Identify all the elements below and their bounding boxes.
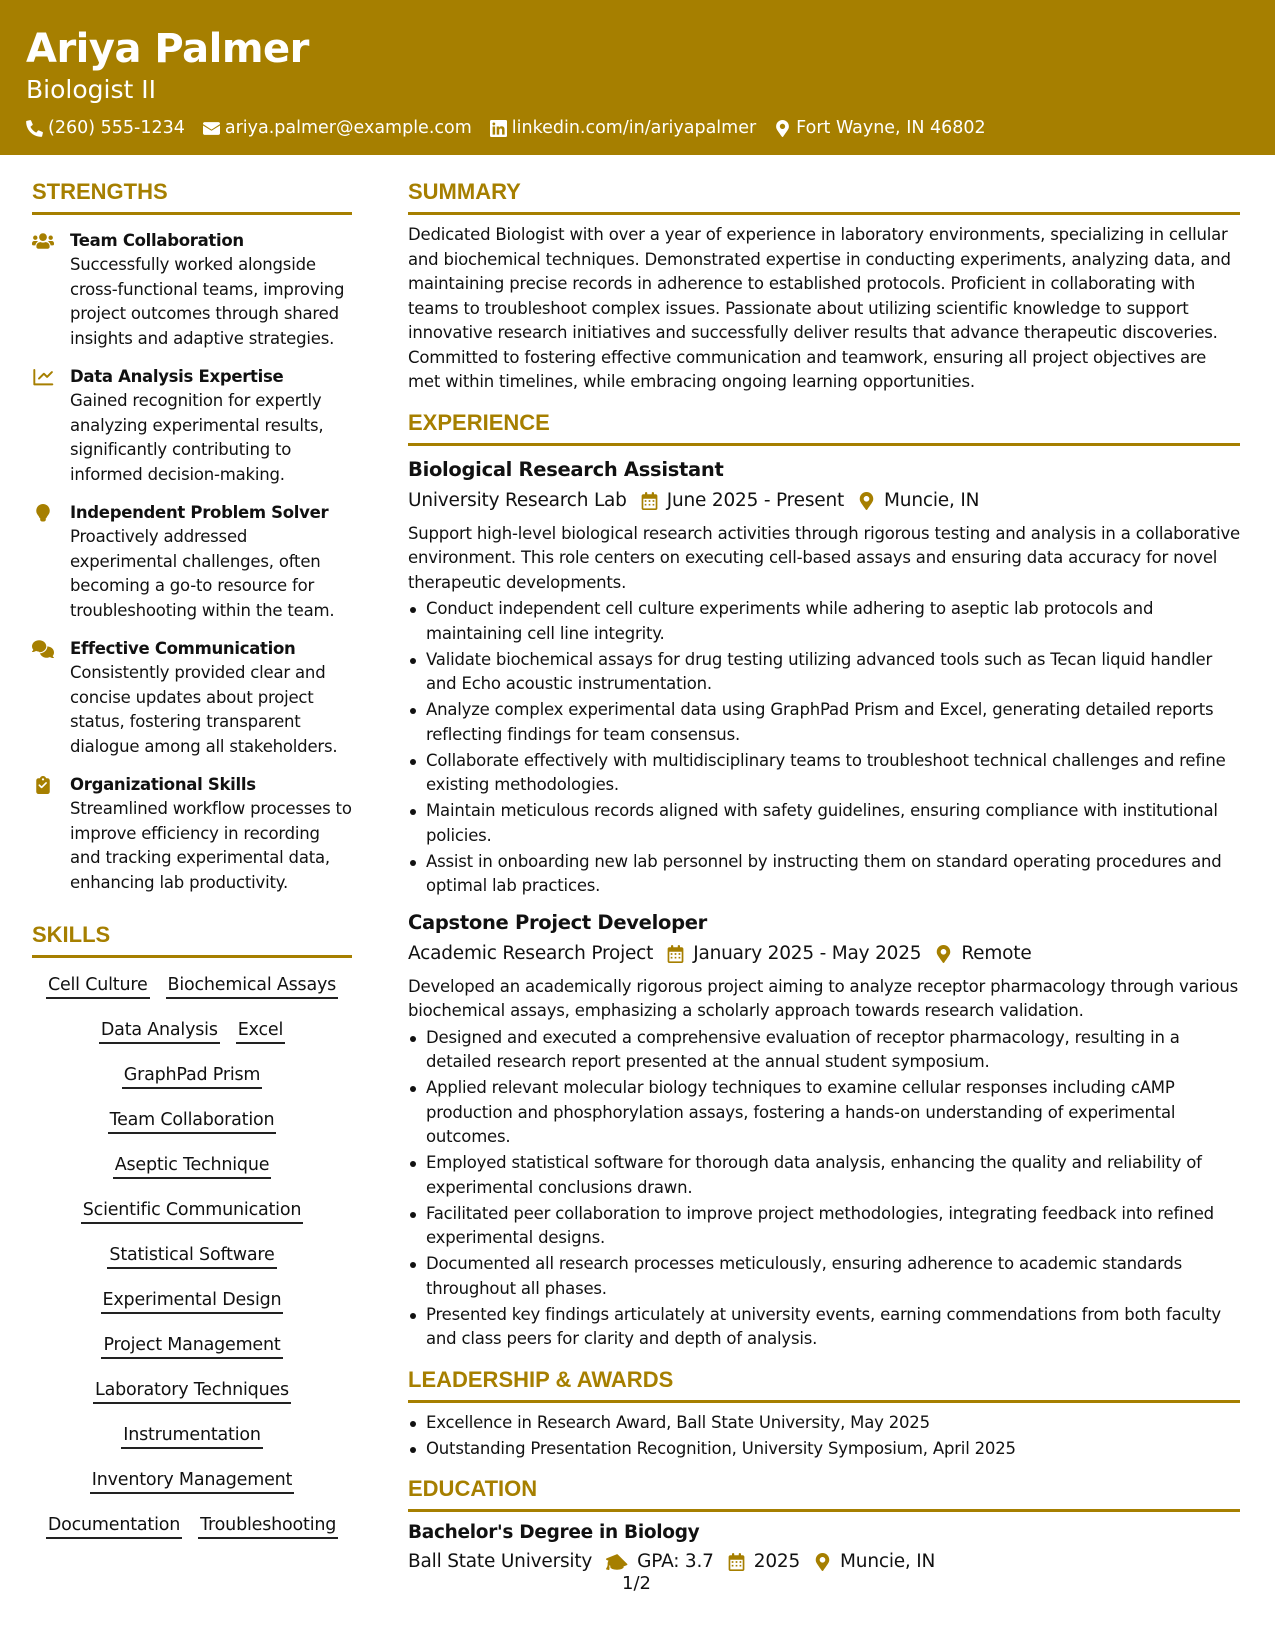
bullet-item: Employed statistical software for thorough data analysis, enhancing the quality and reliability of experimental conclusions drawn. (408, 1151, 1240, 1200)
awards-list (408, 1411, 1240, 1462)
skill-tag: Experimental Design (101, 1288, 284, 1314)
strength-item (32, 365, 352, 487)
skill-tag: Instrumentation (121, 1423, 263, 1449)
calendar-icon (641, 492, 658, 510)
email-link[interactable]: ariya.palmer@example.com (224, 118, 472, 138)
contact-location (774, 116, 986, 140)
strength-desc: Consistently provided clear and concise updates about project status, fostering transparent dialogue among all stakeholders. (70, 663, 338, 756)
summary-text: Dedicated Biologist with over a year of experience in laboratory environments, specializing in cellular and biochemical techniques. Demonstrated expertise in conducting experiments, analyzing data, and maintaining precise records in adherence to established protocols. Proficient in collaborating with teams to troubleshoot complex issues. Passionate about utilizing scientific knowledge to support innovative research initiatives and successfully deliver results that advance therapeutic discoveries. Committed to fostering effective communication and teamwork, ensuring all project objectives are met within timelines, while embracing ongoing learning opportunities. (408, 225, 1231, 391)
job-dates: June 2025 - Present (666, 489, 845, 511)
resume-header (0, 0, 1275, 155)
bullet-item: Validate biochemical assays for drug testing utilizing advanced tools such as Tecan liquid handler and Echo acoustic instrumentation. (408, 648, 1240, 697)
strength-title: Effective Communication (70, 639, 296, 658)
skill-tag: Biochemical Assays (166, 973, 339, 999)
candidate-name: Ariya Palmer (26, 26, 309, 72)
bullet-item: Applied relevant molecular biology techniques to examine cellular responses including cAMP production and phosphorylation assays, fostering a hands-on understanding of experimental outcomes. (408, 1076, 1240, 1150)
skill-tag: Cell Culture (46, 973, 150, 999)
job-meta (408, 487, 1240, 515)
strength-item (32, 501, 352, 623)
bullet-item: Conduct independent cell culture experiments while adhering to aseptic lab protocols and maintaining cell line integrity. (408, 597, 1240, 646)
skill-tag: Inventory Management (90, 1468, 294, 1494)
linkedin-icon (490, 120, 507, 137)
strength-desc: Successfully worked alongside cross-functional teams, improving project outcomes through shared insights and adaptive strategies. (70, 255, 345, 348)
job-description: Support high-level biological research activities through rigorous testing and analysis in a collaborative environment. This role centers on executing cell-based assays and ensuring data accuracy for novel therapeutic developments. (408, 523, 1240, 592)
job-org: Academic Research Project (408, 942, 654, 964)
clipboard-check-icon (32, 776, 54, 794)
contact-bar (26, 116, 1249, 140)
skill-tag: Statistical Software (107, 1243, 276, 1269)
skill-tag: Scientific Communication (81, 1198, 304, 1224)
phone-icon (26, 120, 43, 137)
job-description: Developed an academically rigorous project aiming to analyze receptor pharmacology through various biochemical assays, emphasizing a scholarly approach towards research validation. (408, 976, 1239, 1020)
skill-tag: Aseptic Technique (113, 1153, 272, 1179)
job-location: Muncie, IN (884, 489, 980, 511)
strength-desc: Streamlined workflow processes to improve efficiency in recording and tracking experimental data, enhancing lab productivity. (70, 799, 352, 892)
degree-title: Bachelor's Degree in Biology (408, 1522, 700, 1543)
strength-desc: Gained recognition for expertly analyzing experimental results, significantly contributing to informed decision-making. (70, 391, 324, 484)
page-number: 1/2 (622, 1573, 651, 1594)
awards-heading: LEADERSHIP & AWARDS (408, 1366, 1240, 1403)
strength-title: Team Collaboration (70, 231, 244, 250)
strength-title: Organizational Skills (70, 775, 256, 794)
left-column (32, 178, 352, 1539)
skills-heading: SKILLS (32, 921, 352, 958)
skill-tag: GraphPad Prism (122, 1063, 263, 1089)
job-dates: January 2025 - May 2025 (693, 942, 922, 964)
job-title: Biological Research Assistant (408, 457, 724, 481)
education-location: Muncie, IN (840, 1551, 936, 1572)
job-bullets (408, 597, 1240, 899)
graduation-cap-icon (606, 1553, 628, 1571)
candidate-title: Biologist II (26, 75, 156, 104)
bullet-item: Designed and executed a comprehensive evaluation of receptor pharmacology, resulting in a detailed research report presented at the annual student symposium. (408, 1026, 1240, 1075)
contact-linkedin[interactable] (490, 116, 756, 140)
skill-tag: Troubleshooting (198, 1513, 338, 1539)
education-heading: EDUCATION (408, 1475, 1240, 1512)
bullet-item: Facilitated peer collaboration to improve project methodologies, integrating feedback into refined experimental designs. (408, 1202, 1240, 1251)
graduation-year: 2025 (753, 1551, 801, 1572)
award-item: Excellence in Research Award, Ball State University, May 2025 (408, 1411, 1240, 1436)
strengths-heading: STRENGTHS (32, 178, 352, 215)
bullet-item: Collaborate effectively with multidisciplinary teams to troubleshoot technical challenges and refine existing methodologies. (408, 749, 1240, 798)
bullet-item: Assist in onboarding new lab personnel by instructing them on standard operating procedures and optimal lab practices. (408, 850, 1240, 899)
skill-tag: Documentation (46, 1513, 182, 1539)
skill-tag: Team Collaboration (108, 1108, 277, 1134)
chart-line-icon (32, 368, 54, 386)
comments-icon (32, 640, 54, 658)
strength-item (32, 637, 352, 759)
location-text: Fort Wayne, IN 46802 (796, 118, 986, 138)
skill-tag: Project Management (101, 1333, 282, 1359)
calendar-icon (667, 945, 684, 963)
lightbulb-icon (32, 504, 54, 522)
job-entry (408, 456, 1240, 899)
right-column (408, 178, 1240, 1576)
users-icon (32, 232, 54, 250)
strength-item (32, 229, 352, 351)
calendar-icon (728, 1553, 745, 1571)
job-org: University Research Lab (408, 489, 627, 511)
phone-text: (260) 555-1234 (48, 118, 185, 138)
skills-list (32, 973, 352, 1539)
strength-item (32, 773, 352, 895)
job-title: Capstone Project Developer (408, 910, 707, 934)
job-bullets (408, 1026, 1240, 1352)
bullet-item: Maintain meticulous records aligned with safety guidelines, ensuring compliance with institutional policies. (408, 799, 1240, 848)
contact-phone (26, 116, 185, 140)
summary-heading: SUMMARY (408, 178, 1240, 215)
bullet-item: Analyze complex experimental data using GraphPad Prism and Excel, generating detailed reports reflecting findings for team consensus. (408, 698, 1240, 747)
award-item: Outstanding Presentation Recognition, University Symposium, April 2025 (408, 1437, 1240, 1462)
skill-tag: Laboratory Techniques (93, 1378, 291, 1404)
bullet-item: Documented all research processes meticulously, ensuring adherence to academic standards throughout all phases. (408, 1252, 1240, 1301)
strength-desc: Proactively addressed experimental challenges, often becoming a go-to resource for troubleshooting within the team. (70, 527, 335, 620)
skill-tag: Data Analysis (99, 1018, 220, 1044)
job-entry (408, 909, 1240, 1352)
map-pin-icon (858, 492, 875, 510)
map-pin-icon (935, 945, 952, 963)
contact-email[interactable] (203, 116, 472, 140)
gpa-text: GPA: 3.7 (637, 1551, 714, 1572)
job-location: Remote (961, 942, 1032, 964)
linkedin-link[interactable]: linkedin.com/in/ariyapalmer (511, 118, 757, 138)
experience-heading: EXPERIENCE (408, 409, 1240, 446)
skill-tag: Excel (236, 1018, 285, 1044)
map-pin-icon (814, 1553, 831, 1571)
education-meta (408, 1548, 1240, 1576)
strength-title: Data Analysis Expertise (70, 367, 284, 386)
job-meta (408, 940, 1240, 968)
envelope-icon (203, 120, 220, 137)
bullet-item: Presented key findings articulately at university events, earning commendations from both faculty and class peers for clarity and depth of analysis. (408, 1303, 1240, 1352)
school-name: Ball State University (408, 1551, 593, 1572)
strength-title: Independent Problem Solver (70, 503, 329, 522)
map-pin-icon (774, 120, 791, 137)
